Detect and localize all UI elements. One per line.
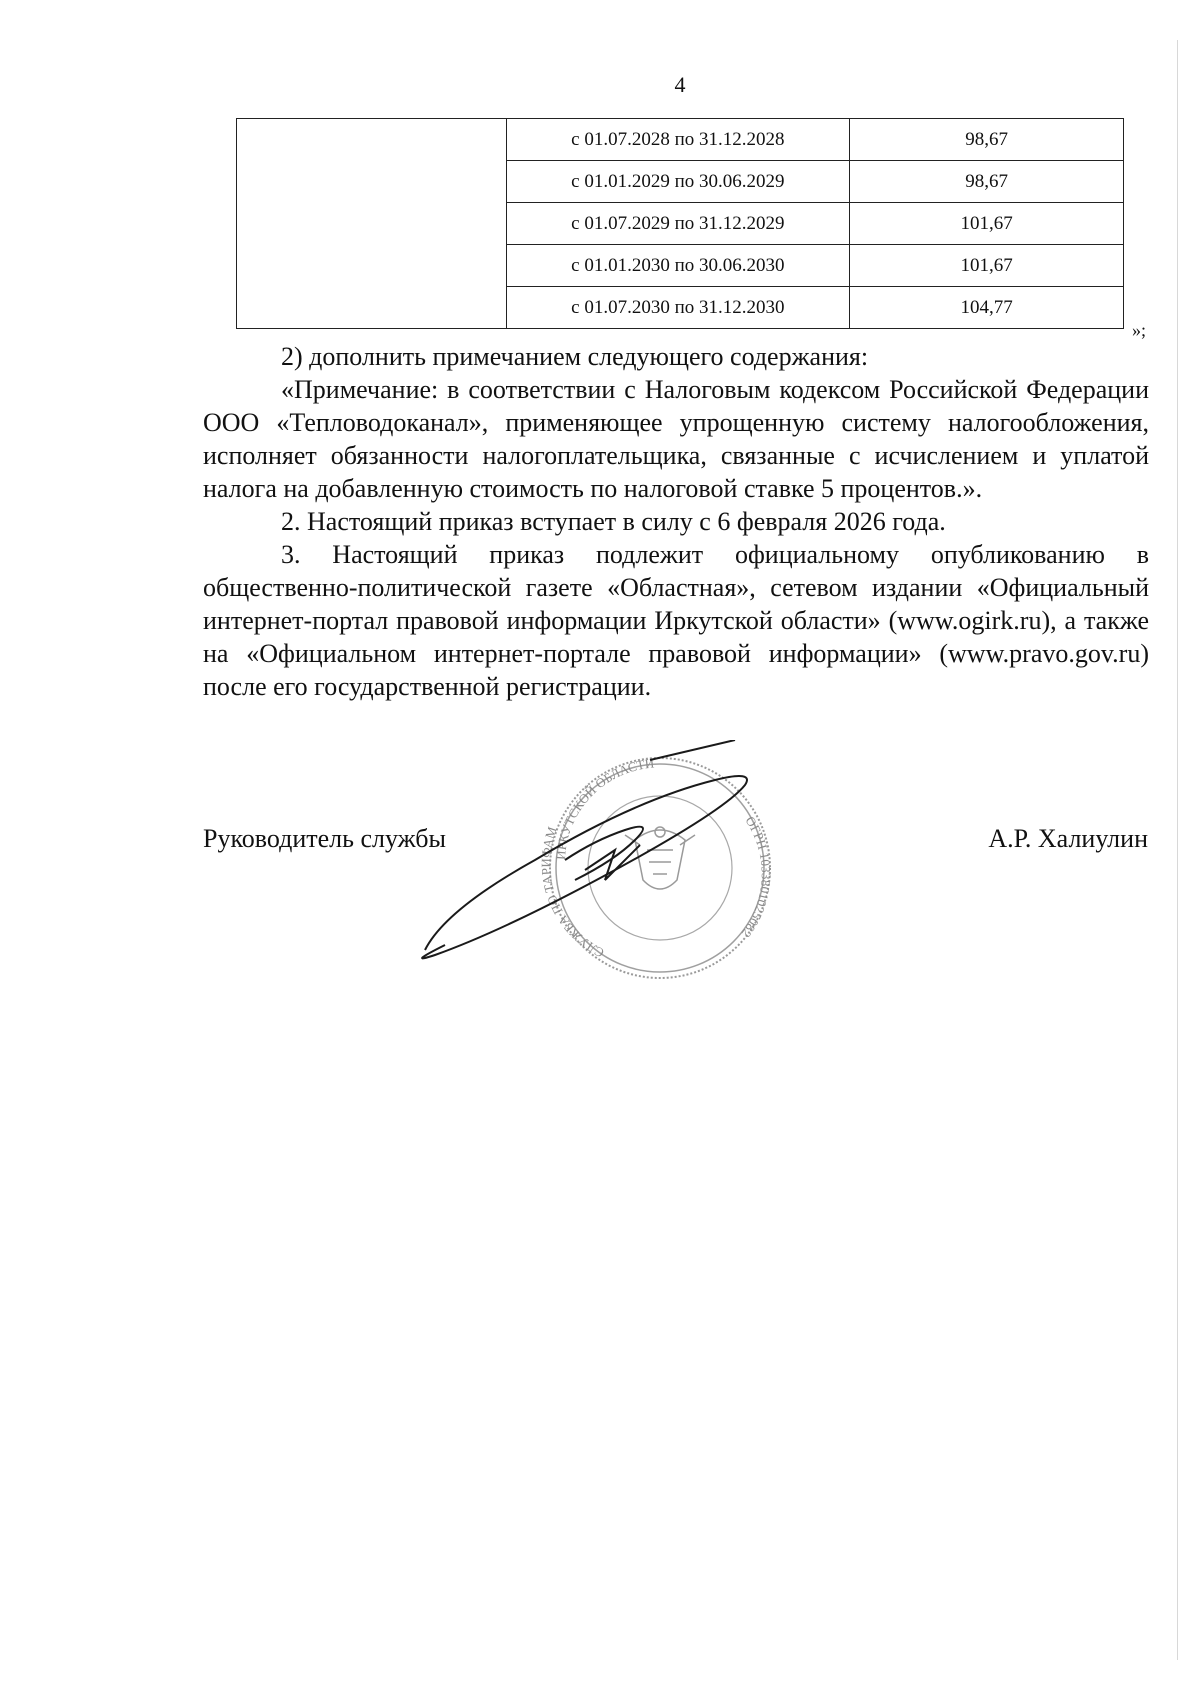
document-body — [203, 340, 1149, 703]
table-cell-period: с 01.01.2029 по 30.06.2029 — [506, 161, 850, 203]
signatory-role: Руководитель службы — [203, 824, 446, 853]
table-cell-value: 98,67 — [850, 161, 1124, 203]
official-stamp — [415, 740, 835, 1000]
table-cell-period: с 01.07.2029 по 31.12.2029 — [506, 203, 850, 245]
stamp-text-right: ОГРН 1033801025082 — [738, 813, 774, 941]
closing-quote: »; — [1132, 320, 1147, 340]
paragraph-amendment: 2) дополнить примечанием следующего содержания: — [281, 342, 869, 371]
page-number: 4 — [674, 72, 686, 97]
table-cell-period: с 01.07.2030 по 31.12.2030 — [506, 287, 850, 329]
table-cell-value: 98,67 — [850, 119, 1124, 161]
stamp-text-left: СЛУЖБА ПО ТАРИФАМ — [538, 824, 607, 961]
signatory-name: А.Р. Халиулин — [988, 824, 1148, 853]
stamp-text-top: ИРКУТСКОЙ ОБЛАСТИ — [552, 755, 655, 861]
paragraph-note: «Примечание: в соответствии с Налоговым кодексом Российской Федерации ООО «Тепловодоканал», применяющее упрощенную систему налогообложения, исполняет обязанности налогоплательщика, связанные с исчислением и уплатой налога на добавленную стоимость по налоговой ставке 5 процентов.». — [203, 375, 1149, 503]
table-row — [237, 119, 1124, 161]
table-cell-value: 104,77 — [850, 287, 1124, 329]
paragraph-effective-date: 2. Настоящий приказ вступает в силу с 6 февраля 2026 года. — [281, 507, 946, 536]
handwritten-signature — [422, 740, 747, 961]
table-cell-value: 101,67 — [850, 245, 1124, 287]
scan-edge — [1177, 40, 1178, 1660]
tariff-table — [236, 118, 1124, 329]
stamp-seal — [538, 755, 774, 978]
table-cell-period: с 01.01.2030 по 30.06.2030 — [506, 245, 850, 287]
table-cell-value: 101,67 — [850, 203, 1124, 245]
table-blank-cell — [237, 119, 507, 329]
table-cell-period: с 01.07.2028 по 31.12.2028 — [506, 119, 850, 161]
paragraph-publication: 3. Настоящий приказ подлежит официальному опубликованию в общественно-политической газете «Областная», сетевом издании «Официальный интернет-портал правовой информации Иркутской области» (www.ogirk.ru), а также на «Официальном интернет-портале правовой информации» (www.pravo.gov.ru) после его государственной регистрации. — [203, 540, 1149, 701]
